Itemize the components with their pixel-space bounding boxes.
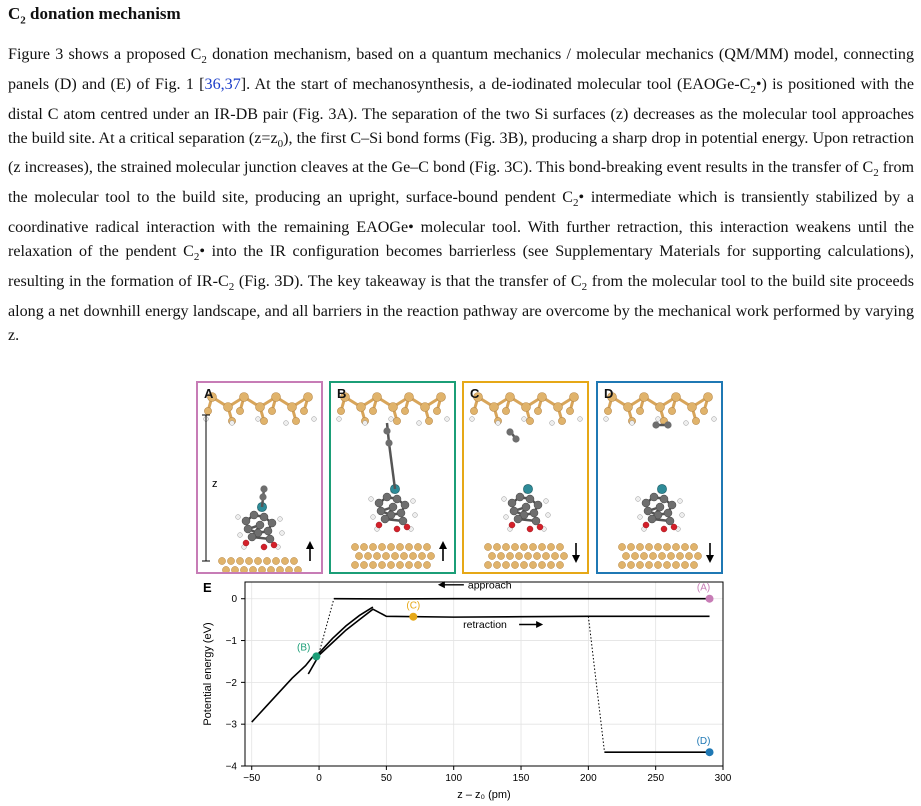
panel-label: E: [203, 580, 212, 595]
state-label: (D): [696, 736, 711, 748]
si-atom: [529, 561, 536, 568]
x-tick-label: 150: [512, 773, 530, 784]
h-atom: [280, 531, 285, 536]
si-atom: [506, 552, 513, 559]
h-atom: [278, 517, 283, 522]
si-atom: [240, 393, 249, 402]
si-atom: [511, 561, 518, 568]
series-line-0: [252, 607, 373, 722]
c-atom: [244, 525, 252, 533]
h-atom: [638, 515, 643, 520]
panel-label: D: [604, 386, 614, 401]
si-atom: [520, 561, 527, 568]
si-atom: [364, 552, 371, 559]
c-atom: [250, 511, 258, 519]
z-label: z: [212, 478, 218, 490]
si-atom: [389, 403, 398, 412]
h-atom: [411, 499, 416, 504]
h-atom: [504, 515, 509, 520]
panel-c: [462, 381, 589, 574]
o-atom: [643, 522, 649, 528]
direction-arrow-head: [439, 541, 447, 549]
state-label: (C): [406, 600, 421, 612]
si-atom: [236, 407, 243, 414]
si-atom: [672, 393, 681, 402]
si-atom: [515, 552, 522, 559]
si-atom: [672, 543, 679, 550]
si-atom: [524, 552, 531, 559]
si-atom: [654, 543, 661, 550]
x-tick-label: 0: [316, 773, 322, 784]
h-atom: [371, 515, 376, 520]
si-atom: [700, 407, 707, 414]
o-atom: [271, 542, 277, 548]
si-atom: [224, 403, 233, 412]
si-atom: [369, 407, 376, 414]
h-atom: [445, 417, 450, 422]
c-atom: [530, 509, 538, 517]
o-atom: [661, 526, 667, 532]
si-atom: [373, 393, 382, 402]
si-atom: [554, 403, 563, 412]
si-atom: [636, 407, 643, 414]
h-atom: [238, 533, 243, 538]
si-atom: [685, 552, 692, 559]
si-atom: [688, 403, 697, 412]
si-atom: [558, 417, 565, 424]
si-atom: [405, 561, 412, 568]
panel-d: [596, 381, 723, 574]
si-atom: [692, 417, 699, 424]
si-atom: [484, 543, 491, 550]
plot-frame: [245, 582, 723, 766]
h-atom: [712, 417, 717, 422]
c-atom: [383, 427, 390, 434]
x-tick-label: 300: [714, 773, 732, 784]
c-atom: [508, 499, 516, 507]
si-atom: [382, 552, 389, 559]
si-atom: [396, 543, 403, 550]
molecular-scene: [464, 383, 587, 572]
c-atom: [383, 493, 391, 501]
si-atom: [373, 552, 380, 559]
retraction-arrow-head: [536, 621, 543, 628]
si-atom: [502, 543, 509, 550]
si-atom: [640, 393, 649, 402]
si-atom: [534, 407, 541, 414]
h-atom: [256, 417, 261, 422]
si-atom: [268, 407, 275, 414]
si-atom: [556, 543, 563, 550]
si-atom: [663, 561, 670, 568]
c-atom: [644, 507, 652, 515]
si-atom: [538, 393, 547, 402]
molecular-scene: [331, 383, 454, 572]
h-atom: [550, 421, 555, 426]
o-atom: [394, 526, 400, 532]
c-atom: [389, 503, 397, 511]
c-atom: [510, 507, 518, 515]
o-atom: [527, 526, 533, 532]
y-tick-label: −4: [225, 761, 237, 773]
approach-label: approach: [467, 579, 512, 592]
si-atom: [240, 566, 247, 572]
o-atom: [404, 524, 410, 530]
si-atom: [369, 561, 376, 568]
si-atom: [656, 403, 665, 412]
si-atom: [405, 393, 414, 402]
si-atom: [520, 543, 527, 550]
si-atom: [425, 417, 432, 424]
h-atom: [680, 513, 685, 518]
si-atom: [493, 543, 500, 550]
h-atom: [656, 417, 661, 422]
si-atom: [292, 417, 299, 424]
c-atom: [268, 519, 276, 527]
si-atom: [654, 561, 661, 568]
si-atom: [690, 561, 697, 568]
state-point: [312, 652, 320, 660]
si-atom: [672, 561, 679, 568]
c-atom: [526, 495, 534, 503]
molecular-scene: [598, 383, 721, 572]
si-atom: [645, 561, 652, 568]
h-atom: [630, 421, 635, 426]
si-atom: [258, 566, 265, 572]
si-atom: [231, 566, 238, 572]
si-atom: [294, 566, 301, 572]
h-atom: [544, 499, 549, 504]
si-atom: [285, 566, 292, 572]
si-atom: [681, 543, 688, 550]
si-atom: [506, 393, 515, 402]
si-atom: [542, 552, 549, 559]
si-atom: [260, 417, 267, 424]
si-atom: [547, 561, 554, 568]
body-paragraph: Figure 3 shows a proposed $C_2$ donation mechanism, based on a quantum mechanics / molecular mechanics (QM/MM) model, connecting panels (D) and (E) of Fig. 1 [36,37]. At the start of mechanosynthesis, a de-iodinated molecular tool $(EAOGe-C_2•)$ is positioned with the distal C atom centred under an IR-DB pair (Fig. 3A). The separation of the two Si surfaces (z) decreases as the molecular tool approaches the build site. At a critical separation $(z=z_0)$, the first C–Si bond forms (Fig. 3B), producing a sharp drop in potential energy. Upon retraction (z increases), the strained molecular junction cleaves at the Ge–C bond (Fig. 3C). This bond-breaking event results in the transfer of $C_2$ from the molecular tool to the build site, producing an upright, surface-bound pendent $C_2•$ intermediate which is transiently stabilized by a coordinative radical interaction with the remaining EAOGe• molecular tool. With further retraction, this interaction weakens until the relaxation of the pendent $C_2•$ into the IR configuration becomes barrierless (see Supplementary Materials for supporting calculations), resulting in the formation of $IR-C_2$ (Fig. 3D). The key takeaway is that the transfer of $C_2$ from the molecular tool to the build site proceeds along a net downhill energy landscape, and all barriers in the reaction pathway are overcome by the mechanical work performed by varying z.: [8, 46, 915, 344]
si-atom: [369, 543, 376, 550]
direction-arrow-head: [306, 541, 314, 549]
si-atom: [351, 561, 358, 568]
o-atom: [509, 522, 515, 528]
si-atom: [560, 552, 567, 559]
si-atom: [427, 552, 434, 559]
panel-b: [329, 381, 456, 574]
si-atom: [502, 407, 509, 414]
si-atom: [391, 552, 398, 559]
c-atom: [664, 509, 672, 517]
h-atom: [636, 497, 641, 502]
si-atom: [254, 557, 261, 564]
h-atom: [230, 421, 235, 426]
si-atom: [423, 561, 430, 568]
c-bond: [389, 443, 395, 489]
si-atom: [694, 552, 701, 559]
si-atom: [433, 407, 440, 414]
state-point: [409, 613, 417, 621]
h-atom: [546, 513, 551, 518]
c-atom: [642, 499, 650, 507]
c-atom: [375, 499, 383, 507]
c-atom: [506, 428, 513, 435]
si-atom: [627, 561, 634, 568]
h-atom: [312, 417, 317, 422]
si-atom: [245, 557, 252, 564]
si-atom: [400, 552, 407, 559]
si-atom: [681, 561, 688, 568]
ge-atom: [523, 484, 532, 493]
h-atom: [413, 513, 418, 518]
panel-label: B: [337, 386, 347, 401]
panel-a: [196, 381, 323, 574]
si-atom: [556, 561, 563, 568]
si-atom: [276, 566, 283, 572]
c-atom: [666, 517, 674, 525]
si-atom: [393, 417, 400, 424]
c-atom: [522, 503, 530, 511]
c-atom: [248, 533, 256, 541]
si-atom: [668, 407, 675, 414]
c-atom: [660, 495, 668, 503]
si-atom: [421, 403, 430, 412]
h-atom: [502, 497, 507, 502]
h-atom: [578, 417, 583, 422]
si-atom: [636, 543, 643, 550]
si-atom: [522, 403, 531, 412]
state-point: [706, 595, 714, 603]
direction-arrow-head: [572, 555, 580, 563]
si-atom: [304, 393, 313, 402]
si-atom: [409, 552, 416, 559]
c-atom: [512, 435, 519, 442]
c-atom: [401, 501, 409, 509]
si-atom: [690, 543, 697, 550]
si-atom: [351, 543, 358, 550]
y-axis-label: Potential energy (eV): [202, 622, 214, 726]
panel-label: C: [470, 386, 480, 401]
si-atom: [401, 407, 408, 414]
si-atom: [618, 561, 625, 568]
c-atom: [260, 513, 268, 521]
x-tick-label: 50: [380, 773, 392, 784]
h-atom: [684, 421, 689, 426]
si-atom: [414, 561, 421, 568]
c-atom: [534, 501, 542, 509]
si-atom: [658, 552, 665, 559]
si-atom: [645, 543, 652, 550]
h-atom: [417, 421, 422, 426]
c-atom: [385, 439, 392, 446]
state-point: [706, 748, 714, 756]
molecular-scene: [198, 383, 321, 572]
o-atom: [376, 522, 382, 528]
c-atom: [664, 421, 671, 428]
c-atom: [381, 515, 389, 523]
x-tick-label: 250: [647, 773, 665, 784]
si-atom: [676, 552, 683, 559]
si-atom: [624, 403, 633, 412]
y-tick-label: −1: [225, 636, 237, 648]
h-atom: [369, 497, 374, 502]
si-atom: [502, 561, 509, 568]
si-atom: [570, 393, 579, 402]
energy-chart: [197, 578, 733, 806]
c-atom: [377, 507, 385, 515]
series-line-1: [308, 609, 709, 674]
si-atom: [526, 417, 533, 424]
c-atom: [648, 515, 656, 523]
si-atom: [663, 543, 670, 550]
c-atom: [516, 493, 524, 501]
si-atom: [222, 566, 229, 572]
si-atom: [288, 403, 297, 412]
si-atom: [636, 561, 643, 568]
si-atom: [236, 557, 243, 564]
ge-atom: [657, 484, 666, 493]
si-atom: [405, 543, 412, 550]
h-atom: [678, 499, 683, 504]
y-tick-label: −2: [225, 677, 237, 689]
si-atom: [649, 552, 656, 559]
si-atom: [267, 566, 274, 572]
retraction-label: retraction: [463, 619, 507, 631]
x-tick-label: −50: [243, 773, 261, 784]
c-atom: [514, 515, 522, 523]
h-atom: [470, 417, 475, 422]
si-atom: [490, 403, 499, 412]
si-atom: [337, 407, 344, 414]
si-atom: [622, 552, 629, 559]
x-tick-label: 200: [580, 773, 597, 784]
c-atom: [652, 421, 659, 428]
x-tick-label: 100: [445, 773, 463, 784]
si-atom: [631, 552, 638, 559]
h-atom: [389, 417, 394, 422]
c-atom: [650, 493, 658, 501]
direction-arrow-head: [706, 555, 714, 563]
si-atom: [618, 543, 625, 550]
c-atom: [393, 495, 401, 503]
y-tick-label: −3: [225, 719, 237, 731]
citation-link[interactable]: 36,37: [204, 75, 241, 93]
si-atom: [551, 552, 558, 559]
si-atom: [360, 561, 367, 568]
c-atom: [260, 485, 267, 492]
si-atom: [378, 561, 385, 568]
h-atom: [236, 515, 241, 520]
c-atom: [397, 509, 405, 517]
si-atom: [437, 393, 446, 402]
si-atom: [547, 543, 554, 550]
si-atom: [290, 557, 297, 564]
y-tick-label: 0: [231, 594, 237, 606]
c-atom: [399, 517, 407, 525]
si-atom: [414, 543, 421, 550]
c-atom: [242, 517, 250, 525]
o-atom: [671, 524, 677, 530]
si-atom: [360, 543, 367, 550]
h-atom: [363, 421, 368, 426]
si-atom: [533, 552, 540, 559]
si-atom: [378, 543, 385, 550]
si-atom: [604, 407, 611, 414]
c-atom: [266, 535, 274, 543]
si-atom: [470, 407, 477, 414]
si-atom: [493, 561, 500, 568]
si-atom: [538, 543, 545, 550]
si-atom: [357, 403, 366, 412]
si-atom: [263, 557, 270, 564]
h-atom: [496, 421, 501, 426]
c-atom: [656, 503, 664, 511]
si-atom: [204, 407, 211, 414]
si-atom: [387, 543, 394, 550]
o-atom: [261, 544, 267, 550]
o-atom: [537, 524, 543, 530]
si-atom: [418, 552, 425, 559]
si-atom: [396, 561, 403, 568]
si-atom: [256, 403, 265, 412]
state-label: (A): [696, 582, 711, 594]
si-atom: [484, 561, 491, 568]
c-atom: [668, 501, 676, 509]
h-atom: [604, 417, 609, 422]
section-title: $C_2$ donation mechanism: [8, 4, 181, 27]
si-atom: [566, 407, 573, 414]
si-atom: [627, 543, 634, 550]
si-atom: [423, 543, 430, 550]
si-atom: [281, 557, 288, 564]
si-atom: [529, 543, 536, 550]
o-atom: [243, 540, 249, 546]
si-atom: [640, 552, 647, 559]
x-axis-label: z – z₀ (pm): [457, 789, 511, 801]
c-atom: [259, 493, 266, 500]
c-atom: [256, 521, 264, 529]
si-atom: [511, 543, 518, 550]
state-label: (B): [297, 642, 311, 654]
si-atom: [497, 552, 504, 559]
panel-label: A: [204, 386, 214, 401]
si-atom: [355, 552, 362, 559]
si-atom: [272, 393, 281, 402]
h-atom: [337, 417, 342, 422]
series-line-5: [588, 616, 604, 752]
si-atom: [300, 407, 307, 414]
si-atom: [249, 566, 256, 572]
si-atom: [704, 393, 713, 402]
si-atom: [667, 552, 674, 559]
si-atom: [538, 561, 545, 568]
h-atom: [284, 421, 289, 426]
c-atom: [264, 527, 272, 535]
si-atom: [488, 552, 495, 559]
si-atom: [387, 561, 394, 568]
si-atom: [227, 557, 234, 564]
si-atom: [218, 557, 225, 564]
si-atom: [272, 557, 279, 564]
h-atom: [522, 417, 527, 422]
c-atom: [532, 517, 540, 525]
